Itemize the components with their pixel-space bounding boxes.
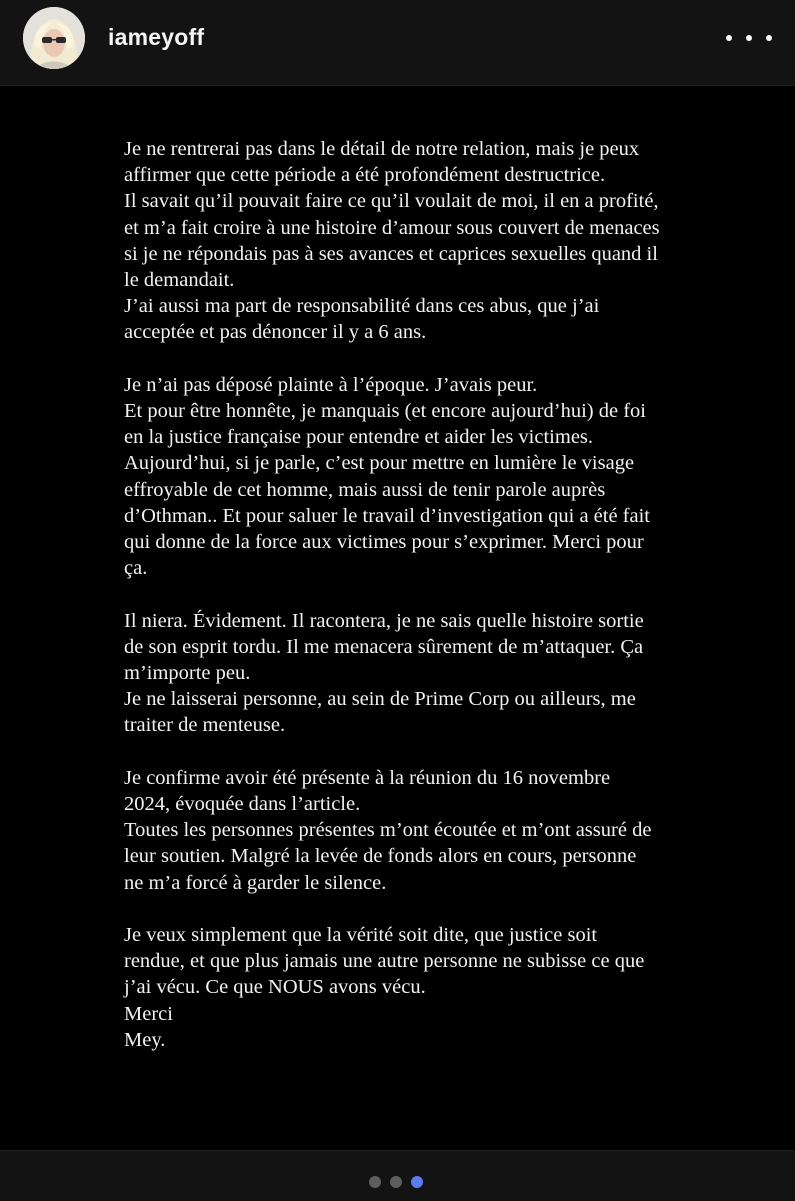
text-line: de son esprit tordu. Il me menacera sûrement de m’attaquer. Ça bbox=[124, 635, 644, 658]
avatar[interactable] bbox=[23, 7, 85, 69]
carousel-indicator bbox=[369, 1176, 423, 1188]
post-paragraph bbox=[124, 372, 754, 582]
text-line: Aujourd’hui, si je parle, c’est pour mettre en lumière le visage bbox=[124, 452, 635, 475]
text-line: d’Othman.. Et pour saluer le travail d’investigation qui a été fait bbox=[124, 504, 651, 527]
text-line: si je ne répondais pas à ses avances et caprices sexuelles quand il bbox=[124, 242, 658, 265]
text-line: Toutes les personnes présentes m’ont écoutée et m’ont assuré de bbox=[124, 819, 652, 842]
text-line: Je ne rentrerai pas dans le détail de notre relation, mais je peux bbox=[124, 138, 640, 160]
text-line: m’importe peu. bbox=[124, 662, 251, 685]
text-line: leur soutien. Malgré la levée de fonds alors en cours, personne bbox=[124, 845, 637, 868]
post-text bbox=[124, 136, 754, 1079]
text-line: 2024, évoquée dans l’article. bbox=[124, 793, 361, 816]
text-line: et m’a fait croire à une histoire d’amour sous couvert de menaces bbox=[124, 216, 660, 239]
post-paragraph bbox=[124, 922, 754, 1053]
post-paragraph bbox=[124, 136, 754, 346]
text-line: qui donne de la force aux victimes pour s’exprimer. Merci pour bbox=[124, 531, 644, 554]
text-line: en la justice française pour entendre et aider les victimes. bbox=[124, 426, 594, 449]
text-line: Il savait qu’il pouvait faire ce qu’il voulait de moi, il en a profité, bbox=[124, 190, 659, 213]
text-line: traiter de menteuse. bbox=[124, 714, 286, 737]
text-line: Je veux simplement que la vérité soit dite, que justice soit bbox=[124, 924, 598, 947]
post-paragraph bbox=[124, 765, 754, 896]
text-line: J’ai aussi ma part de responsabilité dans ces abus, que j’ai bbox=[124, 295, 600, 318]
more-horizontal-icon bbox=[726, 35, 732, 41]
text-line: Je confirme avoir été présente à la réunion du 16 novembre bbox=[124, 766, 611, 789]
text-line: Il niera. Évidement. Il racontera, je ne sais quelle histoire sortie bbox=[124, 609, 644, 632]
avatar-image bbox=[23, 7, 85, 69]
text-line: le demandait. bbox=[124, 269, 235, 292]
post-paragraph bbox=[124, 608, 754, 739]
carousel-dot[interactable] bbox=[390, 1176, 402, 1188]
text-line: effroyable de cet homme, mais aussi de tenir parole auprès bbox=[124, 478, 606, 501]
text-line: Merci bbox=[124, 1002, 173, 1025]
text-line: Je ne laisserai personne, au sein de Prime Corp ou ailleurs, me bbox=[124, 688, 636, 711]
text-line: acceptée et pas dénoncer il y a 6 ans. bbox=[124, 321, 427, 344]
more-options-button[interactable] bbox=[726, 24, 772, 52]
more-horizontal-icon bbox=[746, 35, 752, 41]
text-line: Mey. bbox=[124, 1028, 166, 1051]
username[interactable]: iameyoff bbox=[108, 24, 205, 50]
carousel-dot[interactable] bbox=[369, 1176, 381, 1188]
text-line: affirmer que cette période a été profondément destructrice. bbox=[124, 164, 606, 187]
text-line: j’ai vécu. Ce que NOUS avons vécu. bbox=[124, 976, 426, 999]
text-line: ça. bbox=[124, 557, 148, 580]
text-line: Je n’ai pas déposé plainte à l’époque. J’avais peur. bbox=[124, 373, 538, 396]
text-line: ne m’a forcé à garder le silence. bbox=[124, 871, 387, 894]
text-line: Et pour être honnête, je manquais (et encore aujourd’hui) de foi bbox=[124, 400, 646, 423]
post-header bbox=[0, 0, 795, 86]
carousel-dot-active[interactable] bbox=[411, 1176, 423, 1188]
text-line: rendue, et que plus jamais une autre personne ne subisse ce que bbox=[124, 950, 645, 973]
more-horizontal-icon bbox=[766, 35, 772, 41]
